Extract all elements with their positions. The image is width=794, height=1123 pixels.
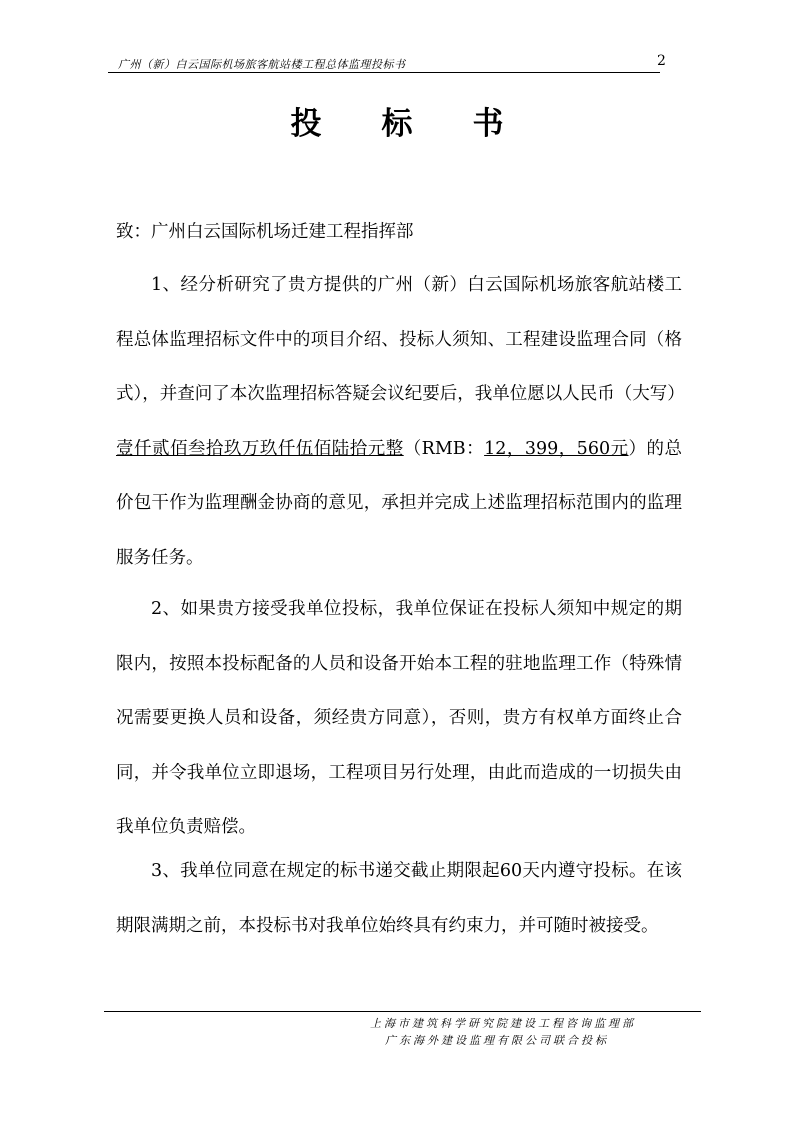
- paragraph-2: 2、如果贵方接受我单位投标，我单位保证在投标人须知中规定的期限内，按照本投标配备的人员和设备开始本工程的驻地监理工作（特殊情况需要更换人员和设备，须经贵方同意），否则，贵方有权单方面终止合同，并令我单位立即退场，工程项目另行处理，由此而造成的一切损失由我单位负责赔偿。: [116, 599, 682, 837]
- paragraph-3: 3、我单位同意在规定的标书递交截止期限起60天内遵守投标。在该期限满期之前，本投标书对我单位始终具有约束力，并可随时被接受。: [116, 861, 682, 936]
- amount-in-figures: 12，399，560元: [484, 438, 629, 459]
- footer-divider: [104, 1011, 701, 1012]
- p1-text-after: ）的总价包干作为监理酬金协商的意见，承担并完成上述监理招标范围内的监理服务任务。: [116, 438, 683, 568]
- header-divider: [108, 72, 660, 73]
- page-number: 2: [657, 53, 666, 69]
- footer-company-2: 广东海外建设监理有限公司联合投标: [385, 1034, 609, 1047]
- p1-text-before: 1、经分析研究了贵方提供的广州（新）白云国际机场旅客航站楼工程总体监理招标文件中的项目介绍、投标人须知、工程建设监理合同（格式），并查问了本次监理招标答疑会议纪要后，我单位愿以人民币（大写）: [116, 275, 685, 404]
- rmb-prefix: （RMB：: [403, 438, 485, 459]
- paragraph-1: [116, 258, 685, 585]
- title-char: 投: [290, 106, 322, 142]
- header-title: 广州（新）白云国际机场旅客航站楼工程总体监理投标书: [118, 58, 406, 71]
- document-title: [0, 98, 794, 143]
- addressee: 致：广州白云国际机场迁建工程指挥部: [116, 222, 414, 242]
- title-char: 书: [472, 106, 504, 142]
- amount-in-words: 壹仟贰佰叁拾玖万玖仟伍佰陆拾元整: [116, 438, 404, 459]
- footer-company-1: 上海市建筑科学研究院建设工程咨询监理部: [370, 1017, 636, 1030]
- title-char: 标: [381, 106, 413, 142]
